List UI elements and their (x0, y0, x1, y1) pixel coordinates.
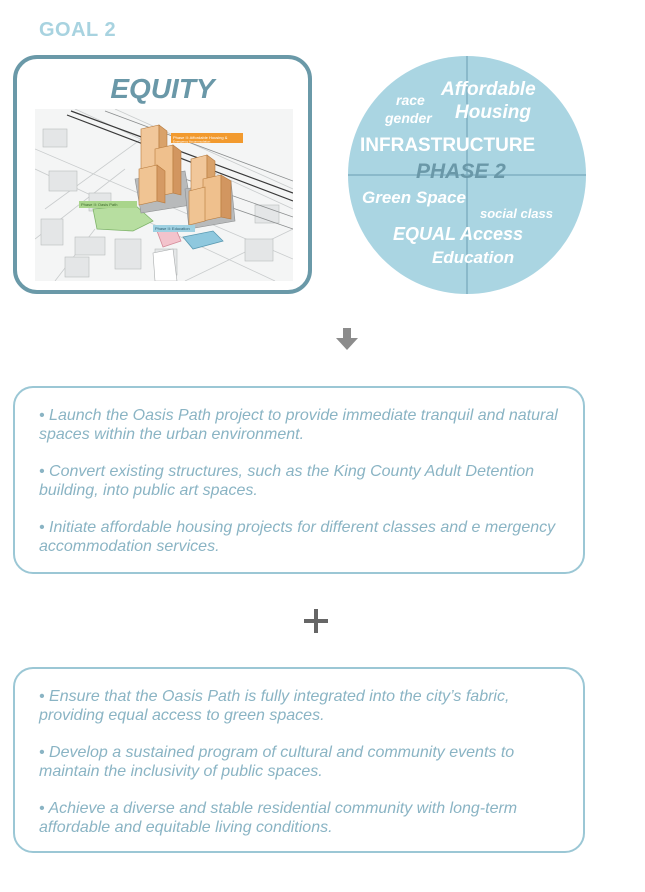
map-label-emergency: Emergency Accommodation (173, 139, 211, 144)
circle-word-equal-access: EQUAL Access (393, 224, 524, 244)
circle-word-education: Education (432, 248, 515, 267)
circle-word-race: race (396, 92, 425, 108)
circle-word-affordable: Affordable (441, 79, 536, 100)
circle-word-phase: PHASE 2 (416, 160, 506, 183)
circle-word-gender: gender (385, 110, 432, 126)
list-item: • Achieve a diverse and stable residential community with long-term affordable and equitable living conditions. (39, 800, 518, 836)
list-item: • Ensure that the Oasis Path is fully integrated into the city’s fabric, providing equal access to green spaces. (39, 688, 510, 724)
map-label-oasis: Phase II: Oasis Path (81, 202, 118, 207)
circle-word-social-class: social class (480, 206, 553, 221)
phase-actions-card (13, 386, 585, 574)
list-item: • Convert existing structures, such as the King County Adult Detention building, into public art spaces. (39, 463, 535, 499)
long-term-goals-card (13, 667, 585, 853)
down-arrow-icon (335, 328, 359, 352)
map-label-housing: Phase II: Affordable Housing & (173, 135, 228, 140)
list-item: • Launch the Oasis Path project to provide immediate tranquil and natural spaces within the urban environment. (39, 407, 558, 443)
circle-word-green-space: Green Space (362, 188, 466, 207)
circle-word-housing: Housing (455, 102, 531, 123)
plus-icon (303, 608, 329, 634)
circle-word-infrastructure: INFRASTRUCTURE (360, 135, 536, 156)
list-item: • Initiate affordable housing projects for different classes and e mergency accommodation services. (39, 519, 556, 555)
equity-card (13, 55, 312, 294)
list-item: • Develop a sustained program of cultural and community events to maintain the inclusivity of public spaces. (39, 744, 515, 780)
map-label-education: Phase II: Education (155, 226, 190, 231)
goal-title: GOAL 2 (39, 19, 117, 41)
equity-title: EQUITY (110, 73, 215, 104)
equity-site-map (35, 109, 293, 281)
